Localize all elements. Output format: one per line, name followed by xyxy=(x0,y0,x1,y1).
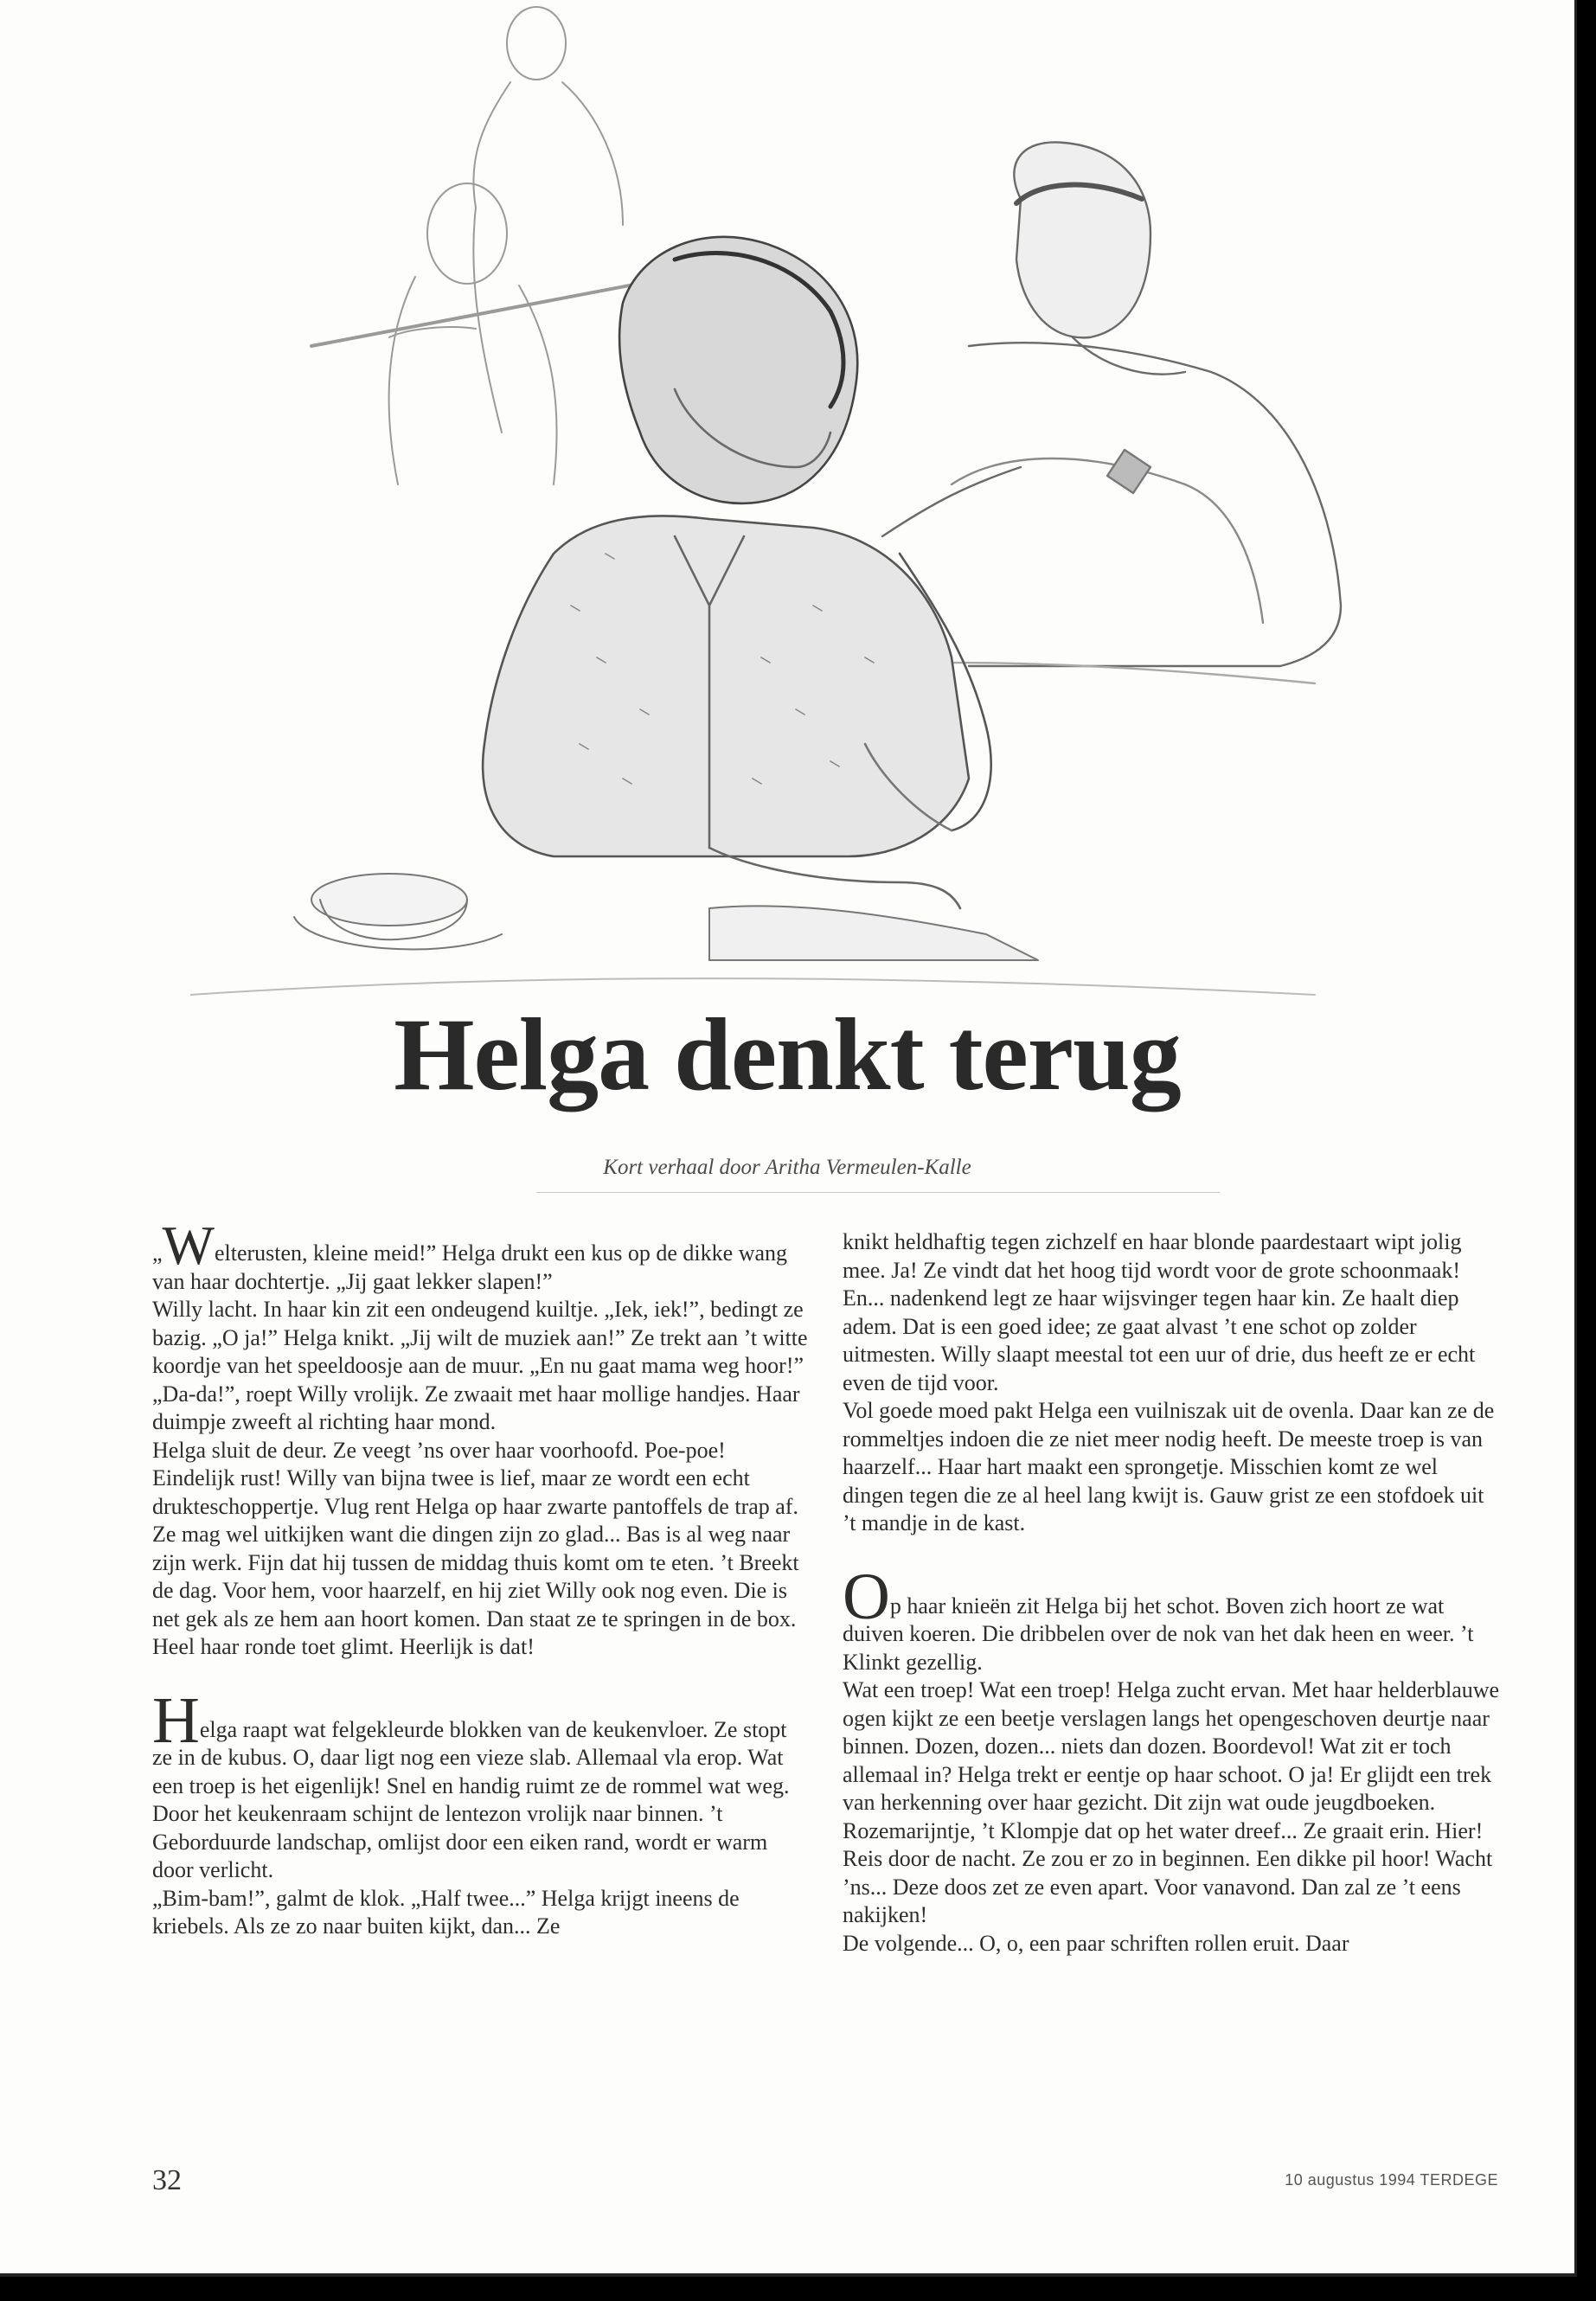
paragraph: De volgende... O, o, een paar schriften rollen eruit. Daar xyxy=(843,1930,1349,1956)
paragraph xyxy=(843,1560,1500,1677)
text-column-left xyxy=(152,1215,810,1941)
paragraph: Vol goede moed pakt Helga een vuilniszak uit de ovenla. Daar kan ze de rommeltjes indoen die ze niet meer nodig heeft. De meeste troep is van haarzelf... Haar hart maakt een sprongetje. Misschien komt ze wel dingen tegen die ze al heel lang kwijt is. Gauw grist ze een stofdoek uit ’t mandje in de kast. xyxy=(843,1398,1495,1535)
drop-cap: O xyxy=(843,1560,890,1633)
paragraph xyxy=(152,1683,810,1885)
woman-figure xyxy=(483,237,991,908)
drop-cap: H xyxy=(152,1683,200,1757)
pencil-illustration xyxy=(190,0,1384,1003)
background-figures xyxy=(311,7,675,484)
paragraph-text: p haar knieën zit Helga bij het schot. Boven zich hoort ze wat duiven koeren. Die dribbelen over de nok van het dak heen en weer. ’t Klinkt gezellig. xyxy=(843,1593,1474,1675)
page-number: 32 xyxy=(152,2164,182,2196)
table-items xyxy=(190,874,1315,995)
paragraph: „Da-da!”, roept Willy vrolijk. Ze zwaait met haar mollige handjes. Haar duimpje zweeft al richting haar mond. xyxy=(152,1381,800,1434)
issue-line: 10 augustus 1994 TERDEGE xyxy=(1285,2171,1498,2189)
opening-quote: „ xyxy=(152,1240,163,1266)
article-title: Helga denkt terug xyxy=(394,997,1181,1112)
article-byline: Kort verhaal door Aritha Vermeulen-Kalle xyxy=(603,1156,971,1179)
title-divider xyxy=(536,1192,1220,1193)
paragraph-text: elga raapt wat felgekleurde blokken van de keukenvloer. Ze stopt ze in de kubus. O, daar ligt nog een vieze slab. Allemaal vla erop. Wat een troep is het eigenlijk! Snel en handig ruimt ze de rommel wat weg. Door het keukenraam schijnt de lentezon vrolijk naar binnen. ’t Geborduurde landschap, omlijst door een eiken rand, wordt er warm door verlicht. xyxy=(152,1716,790,1882)
paragraph: Wat een troep! Wat een troep! Helga zucht ervan. Met haar helderblauwe ogen kijkt ze een beetje verslagen langs het opengeschoven deurtje naar binnen. Dozen, dozen... niets dan dozen. Boordevol! Wat zit er toch allemaal in? Helga trekt er eentje op haar schoot. O ja! Er glijdt een trek van herkenning over haar gezicht. Dit zijn wat oude jeugdboeken. Rozemarijntje, ’t Klompje dat op het water dreef... Ze graait erin. Hier! Reis door de nacht. Ze zou er zo in beginnen. Een dikke pil hoor! Wacht ’ns... Deze doos zet ze even apart. Voor vanavond. Dan zal ze ’t eens nakijken! xyxy=(843,1677,1500,1927)
paragraph xyxy=(152,1215,810,1296)
paragraph: knikt heldhaftig tegen zichzelf en haar blonde paardestaart wipt jolig mee. Ja! Ze vindt dat het hoog tijd wordt voor de grote schoonmaak! En... nadenkend legt ze haar wijsvinger tegen haar kin. Ze haalt diep adem. Dat is een goed idee; ze gaat alvast ’t ene schot op zolder uitmesten. Willy slaapt meestal tot een uur of drie, dus heeft ze er echt even de tijd voor. xyxy=(843,1229,1476,1395)
drop-cap: W xyxy=(162,1215,215,1276)
paragraph: Helga sluit de deur. Ze veegt ’ns over haar voorhoofd. Poe-poe! Eindelijk rust! Willy van bijna twee is lief, maar ze wordt een echt drukteschoppertje. Vlug rent Helga op haar zwarte pantoffels de trap af. Ze mag wel uitkijken want die dingen zijn zo glad... Bas is al weg naar zijn werk. Fijn dat hij tussen de middag thuis komt om te eten. ’t Breekt de dag. Voor hem, voor haarzelf, en hij ziet Willy ook nog even. Die is net gek als ze hem aan hoort komen. Dan staat ze te springen in de box. Heel haar ronde toet glimt. Heerlijk is dat! xyxy=(152,1437,799,1659)
paragraph: „Bim-bam!”, galmt de klok. „Half twee...” Helga krijgt ineens de kriebels. Als ze zo naar buiten kijkt, dan... Ze xyxy=(152,1885,740,1939)
text-column-right xyxy=(843,1228,1500,1958)
paragraph-text: elterusten, kleine meid!” Helga drukt een kus op de dikke wang van haar dochtertje. „Jij gaat lekker slapen!” xyxy=(152,1240,788,1294)
paragraph: Willy lacht. In haar kin zit een ondeugend kuiltje. „Iek, iek!”, bedingt ze bazig. „O ja!” Helga knikt. „Jij wilt de muziek aan!” Ze trekt aan ’t witte koordje van het speeldoosje aan de muur. „En nu gaat mama weg hoor!” xyxy=(152,1297,808,1378)
